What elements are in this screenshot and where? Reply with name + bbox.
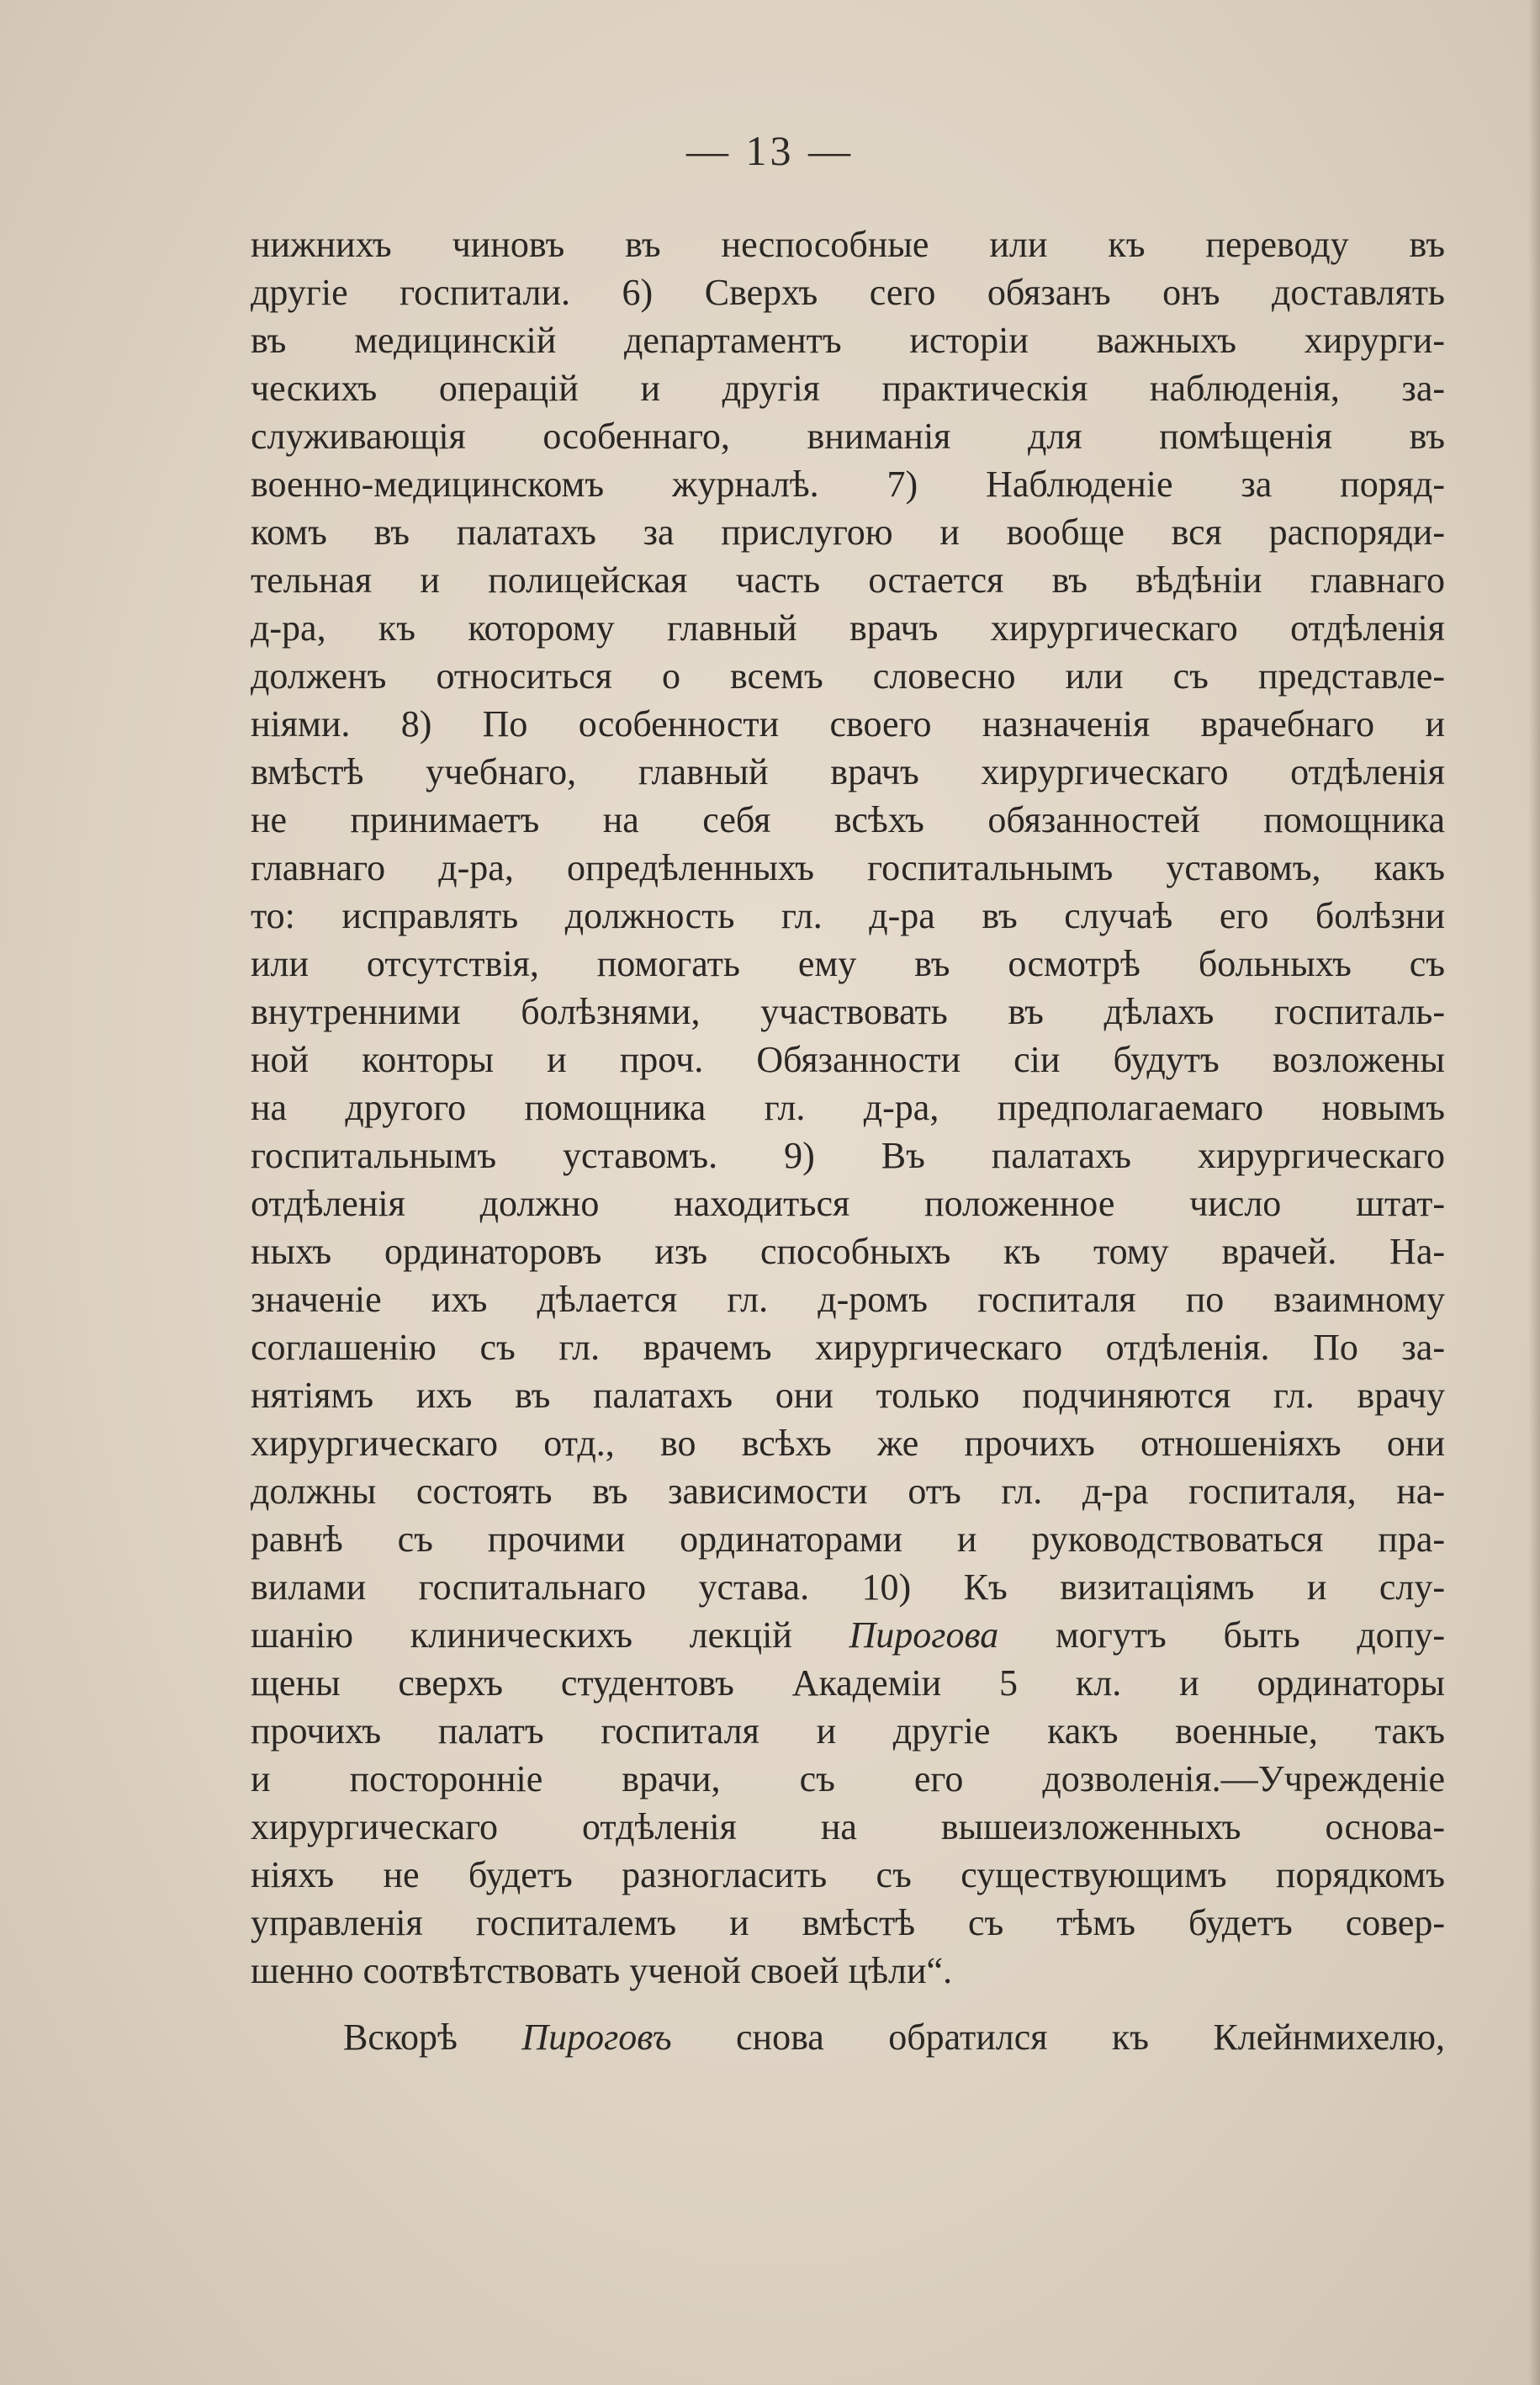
body-text bbox=[251, 220, 1445, 2061]
text-line: соглашенію съ гл. врачемъ хирургическаго отдѣленія. По за- bbox=[251, 1327, 1445, 1368]
text-line: служивающія особеннаго, вниманія для помѣщенія въ bbox=[251, 416, 1445, 457]
text-line: прочихъ палатъ госпиталя и другіе какъ военные, такъ bbox=[251, 1710, 1445, 1752]
text-line: главнаго д-ра, опредѣленныхъ госпитальнымъ уставомъ, какъ bbox=[251, 847, 1445, 888]
text-line: комъ въ палатахъ за прислугою и вообще вся распоряди- bbox=[251, 511, 1445, 553]
text-line: управленія госпиталемъ и вмѣстѣ съ тѣмъ будетъ совер- bbox=[251, 1902, 1445, 1943]
text-line: на другого помощника гл. д-ра, предполагаемаго новымъ bbox=[251, 1087, 1445, 1128]
text-run: снова обратился къ Клейнмихелю, bbox=[671, 2017, 1445, 2058]
text-line: ческихъ операцій и другія практическія наблюденія, за- bbox=[251, 368, 1445, 409]
text-line: равнѣ съ прочими ординаторами и руководствоваться пра- bbox=[251, 1518, 1445, 1560]
text-line: или отсутствія, помогать ему въ осмотрѣ больныхъ съ bbox=[251, 943, 1445, 984]
text-line: должны состоять въ зависимости отъ гл. д-ра госпиталя, на- bbox=[251, 1471, 1445, 1512]
text-line: то: исправлять должность гл. д-ра въ случаѣ его болѣзни bbox=[251, 895, 1445, 936]
page-edge-shadow bbox=[1528, 0, 1540, 2385]
text-line: нятіямъ ихъ въ палатахъ они только подчиняются гл. врачу bbox=[251, 1375, 1445, 1416]
text-line: шенно соотвѣтствовать ученой своей цѣли“. bbox=[251, 1950, 953, 1991]
text-line: ніями. 8) По особенности своего назначенія врачебнаго и bbox=[251, 703, 1445, 745]
text-line: внутренними болѣзнями, участвовать въ дѣлахъ госпиталь- bbox=[251, 991, 1445, 1032]
page-number: — 13 — bbox=[686, 127, 854, 174]
italic-name: Пироговъ bbox=[521, 2017, 672, 2058]
text-line: и посторонніе врачи, съ его дозволенія.—Учрежденіе bbox=[251, 1758, 1445, 1799]
text-line: хирургическаго отдѣленія на вышеизложенныхъ основа- bbox=[251, 1806, 1445, 1847]
text-line: не принимаетъ на себя всѣхъ обязанностей помощника bbox=[251, 799, 1445, 840]
text-line: нижнихъ чиновъ въ неспособные или къ переводу въ bbox=[251, 224, 1445, 265]
text-line: ной конторы и проч. Обязанности сіи будутъ возложены bbox=[251, 1039, 1445, 1080]
text-line: ныхъ ординаторовъ изъ способныхъ къ тому врачей. На- bbox=[251, 1231, 1445, 1272]
italic-name: Пирогова bbox=[849, 1614, 999, 1656]
text-line: щены сверхъ студентовъ Академіи 5 кл. и ординаторы bbox=[251, 1662, 1445, 1704]
text-line bbox=[251, 2013, 1445, 2061]
text-run: шанію клиническихъ лекцій bbox=[251, 1614, 849, 1656]
text-line: хирургическаго отд., во всѣхъ же прочихъ отношеніяхъ они bbox=[251, 1423, 1445, 1464]
text-line: д-ра, къ которому главный врачъ хирургическаго отдѣленія bbox=[251, 607, 1445, 649]
text-line: тельная и полицейская часть остается въ вѣдѣніи главнаго bbox=[251, 559, 1445, 601]
text-line: госпитальнымъ уставомъ. 9) Въ палатахъ хирургическаго bbox=[251, 1135, 1445, 1176]
text-line: вмѣстѣ учебнаго, главный врачъ хирургическаго отдѣленія bbox=[251, 751, 1445, 792]
text-line: въ медицинскій департаментъ исторіи важныхъ хирурги- bbox=[251, 320, 1445, 361]
text-run: Вскорѣ bbox=[343, 2017, 522, 2058]
text-run: могутъ быть допу- bbox=[998, 1614, 1445, 1656]
text-line: ніяхъ не будетъ разногласить съ существующимъ порядкомъ bbox=[251, 1854, 1445, 1895]
text-line: вилами госпитальнаго устава. 10) Къ визитаціямъ и слу- bbox=[251, 1566, 1445, 1608]
text-line bbox=[251, 1611, 1445, 1659]
text-line: военно-медицинскомъ журналѣ. 7) Наблюденіе за поряд- bbox=[251, 464, 1445, 505]
text-line: долженъ относиться о всемъ словесно или съ представле- bbox=[251, 655, 1445, 697]
text-line: отдѣленія должно находиться положенное число штат- bbox=[251, 1183, 1445, 1224]
text-line: другіе госпитали. 6) Сверхъ сего обязанъ онъ доставлять bbox=[251, 272, 1445, 313]
text-line: значеніе ихъ дѣлается гл. д-ромъ госпиталя по взаимному bbox=[251, 1279, 1445, 1320]
